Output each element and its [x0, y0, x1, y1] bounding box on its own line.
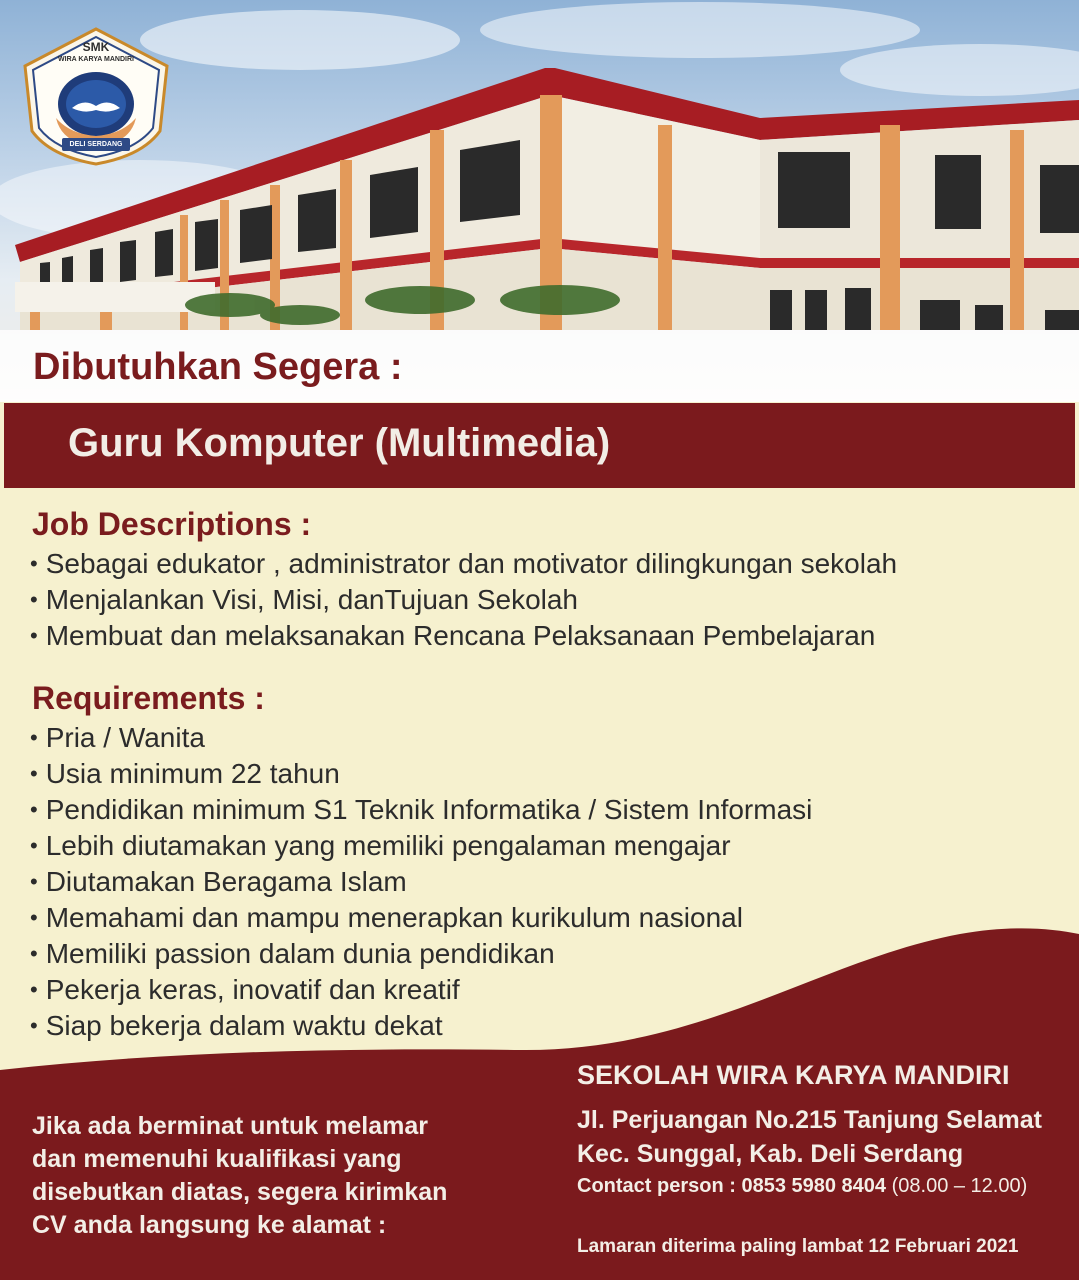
list-item: • Pekerja keras, inovatif dan kreatif [30, 972, 812, 1008]
logo-ribbon-text: DELI SERDANG [69, 141, 123, 148]
logo-smk-text: SMK [82, 40, 110, 54]
list-item: • Diutamakan Beragama Islam [30, 864, 812, 900]
list-item: • Usia minimum 22 tahun [30, 756, 812, 792]
list-item: • Lebih diutamakan yang memiliki pengalaman mengajar [30, 828, 812, 864]
school-logo [22, 26, 170, 166]
list-item: • Membuat dan melaksanakan Rencana Pelaksanaan Pembelajaran [30, 618, 897, 654]
job-descriptions-heading: Job Descriptions : [32, 506, 312, 542]
requirements-list [30, 720, 812, 1044]
list-item: • Memahami dan mampu menerapkan kurikulum nasional [30, 900, 812, 936]
address-line-1: Jl. Perjuangan No.215 Tanjung Selamat [577, 1106, 1042, 1134]
urgent-heading: Dibutuhkan Segera : [33, 346, 403, 388]
requirements-heading: Requirements : [32, 680, 265, 716]
list-item: • Pendidikan minimum S1 Teknik Informatika / Sistem Informasi [30, 792, 812, 828]
list-item: • Sebagai edukator , administrator dan motivator dilingkungan sekolah [30, 546, 897, 582]
application-deadline: Lamaran diterima paling lambat 12 Februari 2021 [577, 1236, 1019, 1257]
list-item: • Siap bekerja dalam waktu dekat [30, 1008, 812, 1044]
list-item: • Menjalankan Visi, Misi, danTujuan Sekolah [30, 582, 897, 618]
position-title: Guru Komputer (Multimedia) [68, 421, 611, 465]
position-title-band [4, 403, 1075, 488]
list-item: • Memiliki passion dalam dunia pendidikan [30, 936, 812, 972]
contact-hours: (08.00 – 12.00) [891, 1175, 1028, 1197]
contact-person [577, 1175, 1027, 1198]
list-item: • Pria / Wanita [30, 720, 812, 756]
logo-arc-text: WIRA KARYA MANDIRI [58, 56, 134, 63]
job-descriptions-list [30, 546, 897, 654]
school-name: SEKOLAH WIRA KARYA MANDIRI [577, 1060, 1010, 1090]
contact-label: Contact person : 0853 5980 8404 [577, 1175, 887, 1197]
address-line-2: Kec. Sunggal, Kab. Deli Serdang [577, 1140, 964, 1168]
apply-instructions: Jika ada berminat untuk melamar dan memenuhi kualifikasi yang disebutkan diatas, segera kirimkan CV anda langsung ke alamat : [32, 1112, 448, 1239]
